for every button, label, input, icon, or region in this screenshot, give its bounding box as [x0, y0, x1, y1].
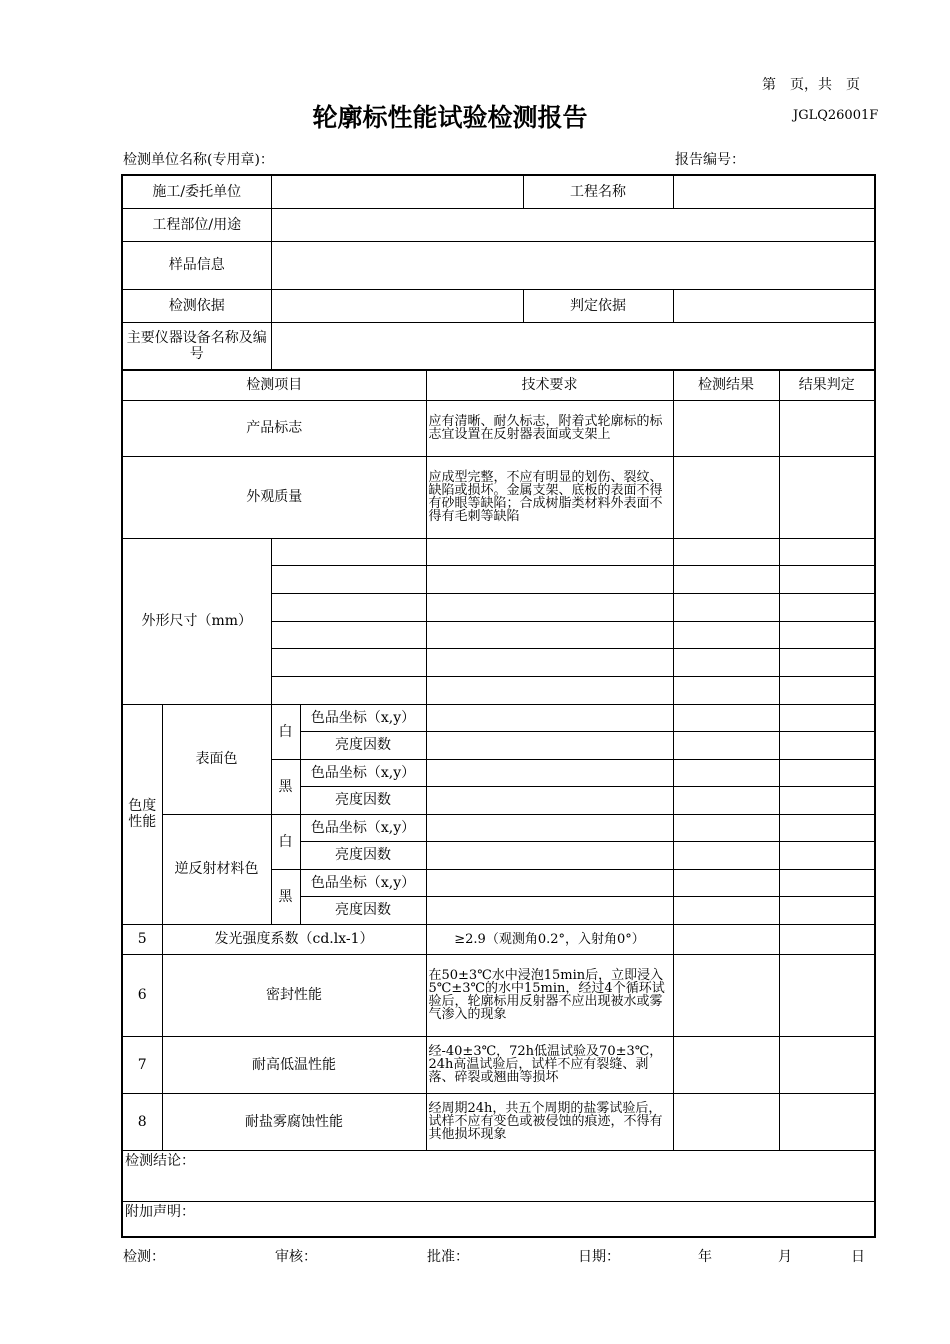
col-header-judgement: 结果判定 [779, 370, 875, 400]
item-salt-spray: 耐盐雾腐蚀性能 [162, 1093, 426, 1150]
requirement-marking: 应有清晰、耐久标志，附着式轮廓标的标志宜设置在反射器表面或支架上 [426, 400, 673, 456]
col-header-requirement: 技术要求 [426, 370, 673, 400]
result-cell[interactable] [673, 648, 779, 676]
item-number: 5 [122, 924, 162, 954]
item-surface-color: 表面色 [162, 704, 271, 814]
result-cell[interactable] [673, 456, 779, 538]
chromaticity-coord: 色品坐标（x,y） [300, 759, 426, 786]
requirement-cell[interactable] [426, 731, 673, 759]
tester-label: 检测： [123, 1249, 165, 1265]
luminance-factor: 亮度因数 [300, 841, 426, 869]
requirement-appearance: 应成型完整，不应有明显的划伤、裂纹、缺陷或损坏。金属支架、底板的表面不得有砂眼等缺陷；合成树脂类材料外表面不得有毛刺等缺陷 [426, 456, 673, 538]
result-cell[interactable] [673, 896, 779, 924]
requirement-cell[interactable] [426, 814, 673, 841]
result-cell[interactable] [673, 676, 779, 704]
dimension-requirement[interactable] [426, 648, 673, 676]
result-cell[interactable] [673, 924, 779, 954]
result-cell[interactable] [673, 1093, 779, 1150]
col-header-result: 检测结果 [673, 370, 779, 400]
judgement-cell[interactable] [779, 869, 875, 896]
item-number: 7 [122, 1036, 162, 1093]
result-cell[interactable] [673, 1036, 779, 1093]
item-number: 6 [122, 954, 162, 1036]
reviewer-label: 审核： [275, 1249, 317, 1265]
luminance-factor: 亮度因数 [300, 786, 426, 814]
test-basis-value[interactable] [271, 289, 523, 322]
dimension-requirement[interactable] [426, 593, 673, 621]
dimension-requirement[interactable] [426, 565, 673, 593]
requirement-cell[interactable] [426, 704, 673, 731]
luminance-factor: 亮度因数 [300, 896, 426, 924]
dimension-subitem[interactable] [271, 565, 426, 593]
conclusion-label: 检测结论： [125, 1152, 195, 1169]
judgement-cell[interactable] [779, 814, 875, 841]
dimension-subitem[interactable] [271, 648, 426, 676]
item-number: 8 [122, 1093, 162, 1150]
judgement-cell[interactable] [779, 786, 875, 814]
statement-label: 附加声明： [125, 1203, 195, 1220]
surface-black: 黑 [271, 759, 300, 814]
requirement-luminous-intensity: ≥2.9（观测角0.2°，入射角0°） [426, 924, 673, 954]
result-cell[interactable] [673, 869, 779, 896]
equipment-value[interactable] [271, 322, 875, 370]
judgement-basis-label: 判定依据 [523, 289, 673, 322]
judgement-cell[interactable] [779, 565, 875, 593]
form-code: JGLQ26001F [793, 108, 879, 123]
judgement-cell[interactable] [779, 1093, 875, 1150]
item-dimension: 外形尺寸（mm） [122, 538, 271, 704]
statement-cell[interactable] [122, 1201, 875, 1237]
client-label: 施工/委托单位 [122, 175, 271, 208]
test-basis-label: 检测依据 [122, 289, 271, 322]
result-cell[interactable] [673, 538, 779, 565]
judgement-cell[interactable] [779, 676, 875, 704]
item-sealing: 密封性能 [162, 954, 426, 1036]
dimension-requirement[interactable] [426, 621, 673, 648]
report-title: 轮廓标性能试验检测报告 [312, 103, 588, 132]
result-cell[interactable] [673, 954, 779, 1036]
judgement-cell[interactable] [779, 538, 875, 565]
dimension-subitem[interactable] [271, 621, 426, 648]
item-appearance: 外观质量 [122, 456, 426, 538]
judgement-cell[interactable] [779, 704, 875, 731]
dimension-subitem[interactable] [271, 593, 426, 621]
conclusion-cell[interactable] [122, 1150, 875, 1201]
surface-white: 白 [271, 704, 300, 759]
judgement-cell[interactable] [779, 1036, 875, 1093]
result-cell[interactable] [673, 400, 779, 456]
location-label: 工程部位/用途 [122, 208, 271, 241]
requirement-temperature: 经-40±3℃，72h低温试验及70±3℃，24h高温试验后，试样不应有裂缝、剥落、碎裂或翘曲等损坏 [426, 1036, 673, 1093]
judgement-cell[interactable] [779, 456, 875, 538]
result-cell[interactable] [673, 731, 779, 759]
luminance-factor: 亮度因数 [300, 731, 426, 759]
testing-unit-label: 检测单位名称(专用章)： [123, 152, 274, 168]
col-header-item: 检测项目 [122, 370, 426, 400]
item-retroreflective-color: 逆反射材料色 [162, 814, 271, 924]
report-table [121, 174, 876, 1238]
location-value[interactable] [271, 208, 875, 241]
judgement-cell[interactable] [779, 759, 875, 786]
requirement-cell[interactable] [426, 896, 673, 924]
equipment-label: 主要仪器设备名称及编号 [122, 322, 271, 370]
judgement-cell[interactable] [779, 400, 875, 456]
sample-info-value[interactable] [271, 241, 875, 289]
result-cell[interactable] [673, 565, 779, 593]
month-label: 月 [778, 1249, 792, 1265]
chromaticity-coord: 色品坐标（x,y） [300, 814, 426, 841]
item-marking: 产品标志 [122, 400, 426, 456]
dimension-subitem[interactable] [271, 538, 426, 565]
retro-black: 黑 [271, 869, 300, 924]
day-label: 日 [851, 1249, 865, 1265]
result-cell[interactable] [673, 593, 779, 621]
dimension-requirement[interactable] [426, 538, 673, 565]
judgement-cell[interactable] [779, 841, 875, 869]
requirement-salt-spray: 经周期24h，共五个周期的盐雾试验后，试样不应有变色或被侵蚀的痕迹，不得有其他损坏现象 [426, 1093, 673, 1150]
year-label: 年 [698, 1249, 712, 1265]
result-cell[interactable] [673, 759, 779, 786]
judgement-cell[interactable] [779, 593, 875, 621]
retro-white: 白 [271, 814, 300, 869]
item-temperature: 耐高低温性能 [162, 1036, 426, 1093]
client-value[interactable] [271, 175, 523, 208]
item-luminous-intensity: 发光强度系数（cd.lx-1） [162, 924, 426, 954]
judgement-basis-value[interactable] [673, 289, 875, 322]
result-cell[interactable] [673, 704, 779, 731]
item-color-performance: 色度性能 [122, 704, 162, 924]
judgement-cell[interactable] [779, 954, 875, 1036]
report-number-label: 报告编号： [675, 152, 745, 168]
sample-info-label: 样品信息 [122, 241, 271, 289]
result-cell[interactable] [673, 786, 779, 814]
judgement-cell[interactable] [779, 924, 875, 954]
result-cell[interactable] [673, 841, 779, 869]
requirement-cell[interactable] [426, 841, 673, 869]
judgement-cell[interactable] [779, 648, 875, 676]
requirement-cell[interactable] [426, 786, 673, 814]
date-label: 日期： [578, 1249, 620, 1265]
requirement-cell[interactable] [426, 759, 673, 786]
dimension-requirement[interactable] [426, 676, 673, 704]
chromaticity-coord: 色品坐标（x,y） [300, 704, 426, 731]
project-name-label: 工程名称 [523, 175, 673, 208]
project-name-value[interactable] [673, 175, 875, 208]
requirement-sealing: 在50±3℃水中浸泡15min后，立即浸入5℃±3℃的水中15min，经过4个循环试验后，轮廓标用反射器不应出现被水或雾气渗入的现象 [426, 954, 673, 1036]
result-cell[interactable] [673, 621, 779, 648]
approver-label: 批准： [427, 1249, 469, 1265]
requirement-cell[interactable] [426, 869, 673, 896]
dimension-subitem[interactable] [271, 676, 426, 704]
judgement-cell[interactable] [779, 896, 875, 924]
judgement-cell[interactable] [779, 731, 875, 759]
result-cell[interactable] [673, 814, 779, 841]
page-number: 第 页，共 页 [762, 77, 860, 93]
chromaticity-coord: 色品坐标（x,y） [300, 869, 426, 896]
judgement-cell[interactable] [779, 621, 875, 648]
